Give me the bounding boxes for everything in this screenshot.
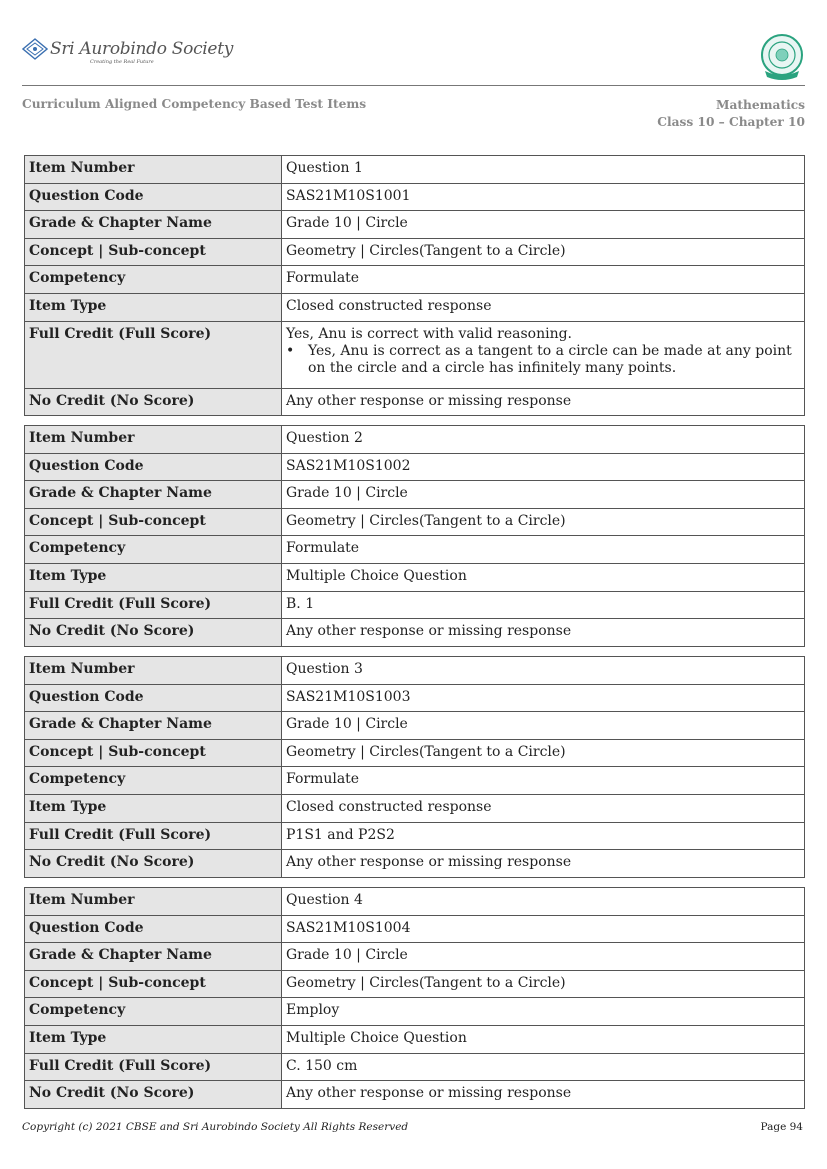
class-chapter: Class 10 – Chapter 10	[657, 115, 805, 129]
row-key: Concept | Sub-concept	[25, 739, 282, 767]
table-row	[25, 822, 805, 850]
table-row	[25, 563, 805, 591]
row-value: Closed constructed response	[282, 794, 805, 822]
row-key: Item Number	[25, 657, 282, 685]
table-row	[25, 712, 805, 740]
cbse-seal	[759, 33, 805, 81]
table-row	[25, 998, 805, 1026]
logo-tagline: Creating the Real Future	[90, 59, 154, 65]
row-value: Geometry | Circles(Tangent to a Circle)	[282, 238, 805, 266]
table-row	[25, 684, 805, 712]
row-key: No Credit (No Score)	[25, 388, 282, 416]
table-row	[25, 1025, 805, 1053]
table-row	[25, 591, 805, 619]
row-key: Item Number	[25, 426, 282, 454]
row-key: Full Credit (Full Score)	[25, 321, 282, 388]
row-value: Question 3	[282, 657, 805, 685]
row-key: No Credit (No Score)	[25, 619, 282, 647]
row-key: Full Credit (Full Score)	[25, 822, 282, 850]
row-value: Geometry | Circles(Tangent to a Circle)	[282, 970, 805, 998]
row-value: Employ	[282, 998, 805, 1026]
bullet-item	[286, 343, 800, 377]
row-value: Multiple Choice Question	[282, 1025, 805, 1053]
document-title: Curriculum Aligned Competency Based Test Items	[22, 97, 367, 111]
bullet-icon: •	[286, 342, 295, 359]
table-row	[25, 1081, 805, 1109]
table-row	[25, 266, 805, 294]
row-key: Question Code	[25, 453, 282, 481]
row-key: Concept | Sub-concept	[25, 508, 282, 536]
bullet-text: Yes, Anu is correct as a tangent to a circle can be made at any point on the circle and a circle has infinitely many points.	[308, 342, 792, 376]
row-key: Item Type	[25, 794, 282, 822]
row-key: Grade & Chapter Name	[25, 943, 282, 971]
table-row	[25, 293, 805, 321]
item-table-4	[24, 887, 805, 1109]
row-value: Formulate	[282, 536, 805, 564]
row-key: Full Credit (Full Score)	[25, 1053, 282, 1081]
row-value: Grade 10 | Circle	[282, 712, 805, 740]
table-row	[25, 481, 805, 509]
table-row	[25, 970, 805, 998]
row-value: SAS21M10S1001	[282, 183, 805, 211]
row-key: Question Code	[25, 183, 282, 211]
table-row	[25, 426, 805, 454]
row-value: Any other response or missing response	[282, 1081, 805, 1109]
table-row	[25, 1053, 805, 1081]
header-rule	[22, 85, 805, 86]
item-table-3	[24, 656, 805, 878]
table-row	[25, 211, 805, 239]
row-key: Grade & Chapter Name	[25, 712, 282, 740]
row-key: No Credit (No Score)	[25, 1081, 282, 1109]
cbse-seal-icon	[759, 33, 805, 81]
row-key: Question Code	[25, 915, 282, 943]
table-row	[25, 739, 805, 767]
page-number: Page 94	[760, 1121, 803, 1133]
row-value: Grade 10 | Circle	[282, 211, 805, 239]
row-key: Item Type	[25, 293, 282, 321]
row-key: Grade & Chapter Name	[25, 481, 282, 509]
row-value: Any other response or missing response	[282, 619, 805, 647]
row-value: SAS21M10S1004	[282, 915, 805, 943]
logo-name: Sri Aurobindo Society	[50, 39, 234, 59]
row-value: P1S1 and P2S2	[282, 822, 805, 850]
row-key: Item Number	[25, 888, 282, 916]
row-value: Question 1	[282, 156, 805, 184]
row-value: SAS21M10S1003	[282, 684, 805, 712]
table-row	[25, 536, 805, 564]
row-key: No Credit (No Score)	[25, 850, 282, 878]
row-key: Competency	[25, 536, 282, 564]
row-value	[282, 321, 805, 388]
row-key: Item Type	[25, 563, 282, 591]
table-row	[25, 943, 805, 971]
row-value: B. 1	[282, 591, 805, 619]
table-row	[25, 657, 805, 685]
table-row	[25, 453, 805, 481]
row-value: Grade 10 | Circle	[282, 481, 805, 509]
row-value: Any other response or missing response	[282, 388, 805, 416]
table-row	[25, 915, 805, 943]
row-value: Geometry | Circles(Tangent to a Circle)	[282, 739, 805, 767]
row-value: Question 2	[282, 426, 805, 454]
item-table-1	[24, 155, 805, 416]
row-key: Grade & Chapter Name	[25, 211, 282, 239]
row-value: Geometry | Circles(Tangent to a Circle)	[282, 508, 805, 536]
table-row	[25, 767, 805, 795]
item-table-2	[24, 425, 805, 647]
row-value: Any other response or missing response	[282, 850, 805, 878]
subject: Mathematics	[716, 98, 805, 112]
sri-aurobindo-society-logo	[22, 38, 234, 70]
table-row	[25, 388, 805, 416]
row-key: Item Type	[25, 1025, 282, 1053]
table-row	[25, 321, 805, 388]
row-key: Concept | Sub-concept	[25, 970, 282, 998]
row-key: Full Credit (Full Score)	[25, 591, 282, 619]
row-key: Competency	[25, 998, 282, 1026]
table-row	[25, 183, 805, 211]
row-value: Formulate	[282, 767, 805, 795]
row-value: Grade 10 | Circle	[282, 943, 805, 971]
table-row	[25, 888, 805, 916]
row-key: Competency	[25, 767, 282, 795]
row-value: Question 4	[282, 888, 805, 916]
row-key: Competency	[25, 266, 282, 294]
table-row	[25, 156, 805, 184]
table-row	[25, 238, 805, 266]
full-credit-text: Yes, Anu is correct with valid reasoning.	[286, 325, 572, 342]
table-row	[25, 794, 805, 822]
copyright: Copyright (c) 2021 CBSE and Sri Aurobindo Society All Rights Reserved	[22, 1121, 409, 1133]
subject-block	[657, 97, 805, 131]
row-value: SAS21M10S1002	[282, 453, 805, 481]
row-value: Formulate	[282, 266, 805, 294]
row-key: Question Code	[25, 684, 282, 712]
table-row	[25, 850, 805, 878]
society-emblem-icon	[22, 38, 48, 60]
row-value: Closed constructed response	[282, 293, 805, 321]
row-key: Item Number	[25, 156, 282, 184]
row-value: Multiple Choice Question	[282, 563, 805, 591]
table-row	[25, 619, 805, 647]
row-key: Concept | Sub-concept	[25, 238, 282, 266]
table-row	[25, 508, 805, 536]
row-value: C. 150 cm	[282, 1053, 805, 1081]
